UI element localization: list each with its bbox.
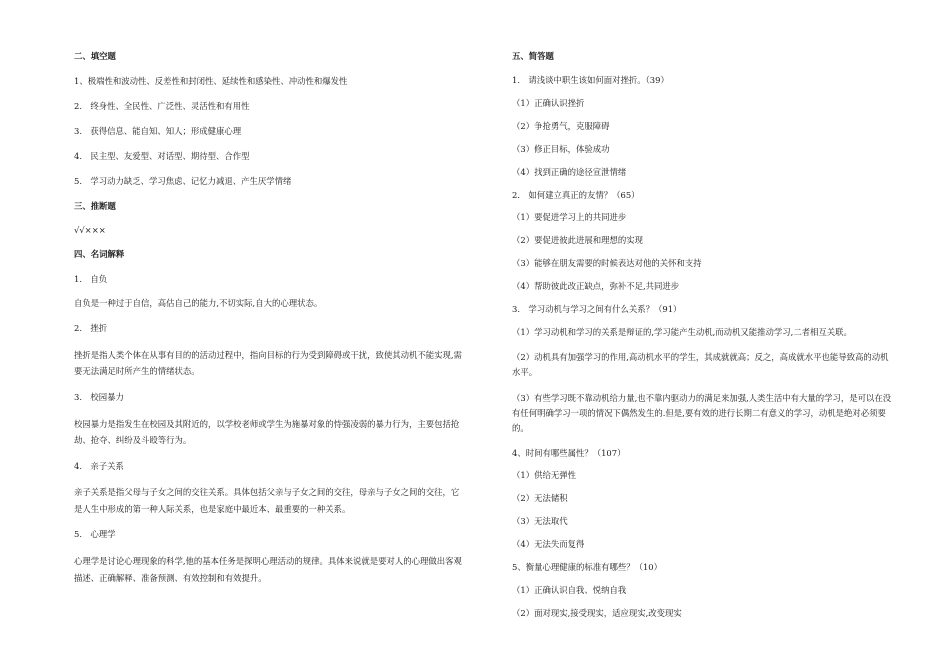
answer-2-3: （3）能够在朋友需要的时候表达对他的关怀和支持 xyxy=(512,258,702,269)
question-5: 5、衡量心理健康的标准有哪些？（10） xyxy=(512,562,662,573)
term-title-1: 1. 自负 xyxy=(74,274,108,285)
fill-item-1: 1、极端性和波动性、反差性和封闭性、延续性和感染性、冲动性和爆发性 xyxy=(74,75,348,86)
term-heading: 四、名词解释 xyxy=(74,249,125,260)
answer-4-2: （2）无法储积 xyxy=(512,493,568,504)
term-text-5: 心理学是讨论心理现象的科学,他的基本任务是探明心理活动的规律。具体来说就是要对人的心理做出客观描述、正确解释、准备预测、有效控制和有效提升。 xyxy=(74,556,462,583)
term-title-3: 3. 校园暴力 xyxy=(74,391,124,402)
answer-5-1: （1）正确认识自我、悦纳自我 xyxy=(512,585,627,596)
answer-4-1: （1）供给无弹性 xyxy=(512,470,576,481)
term-title-5: 5. 心理学 xyxy=(74,529,116,540)
judge-heading: 三、推断题 xyxy=(74,200,116,211)
answer-3-1: （1）学习动机和学习的关系是辩证的,学习能产生动机,而动机又能推动学习,二者相互关联。 xyxy=(512,327,852,338)
question-2: 2. 如何建立真正的友情？（65） xyxy=(512,189,640,200)
question-1: 1. 请浅谈中职生该如何面对挫折。（39） xyxy=(512,74,669,85)
answer-1-4: （4）找到正确的途径宣泄情绪 xyxy=(512,166,627,177)
term-title-4: 4. 亲子关系 xyxy=(74,460,124,471)
question-3: 3. 学习动机与学习之间有什么关系？（91） xyxy=(512,304,682,315)
answer-4-3: （3）无法取代 xyxy=(512,516,568,527)
answer-2-2: （2）要促进彼此进展和理想的实现 xyxy=(512,235,643,246)
answer-1-3: （3）修正目标，体验成功 xyxy=(512,143,610,154)
answer-1-2: （2）争抢勇气，克服障碍 xyxy=(512,120,610,131)
fill-item-2: 2. 终身性、全民性、广泛性、灵活性和有用性 xyxy=(74,100,250,111)
judge-answer: √√××× xyxy=(74,225,106,236)
answer-2-4: （4）帮助彼此改正缺点，弥补不足,共同进步 xyxy=(512,281,680,292)
fill-item-4: 4. 民主型、友爱型、对话型、期待型、合作型 xyxy=(74,150,250,161)
fill-item-3: 3. 获得信息、能自知、知人；形成健康心理 xyxy=(74,125,242,136)
answer-4-4: （4）无法失而复得 xyxy=(512,539,585,550)
left-column xyxy=(74,48,466,586)
term-text-1: 自负是一种过于自信，高估自己的能力,不切实际,自大的心理状态。 xyxy=(74,298,323,309)
term-title-2: 2. 挫折 xyxy=(74,323,108,334)
answer-2-1: （1）要促进学习上的共同进步 xyxy=(512,212,627,223)
term-text-3: 校园暴力是指发生在校园及其附近的，以学校老师或学生为施暴对象的恃强凌弱的暴力行为，主要包括抢劫、抢夺、纠纷及斗殴等行为。 xyxy=(74,418,460,446)
short-answer-heading: 五、简答题 xyxy=(512,51,554,61)
answer-3-3: （3）有些学习既不靠动机给力量,也不靠内驱动力的满足来加强,人类生活中有大量的学习，是可以在没有任何明确学习一项的情况下偶然发生的.但是,要有效的进行长期二有意义的学习，动机是绝对必须要的。 xyxy=(512,393,892,433)
fill-in-heading: 二、填空题 xyxy=(74,51,116,61)
fill-item-5: 5. 学习动力缺乏、学习焦虑、记忆力减退、产生厌学情绪 xyxy=(74,175,292,186)
right-column xyxy=(512,48,892,619)
term-text-4: 亲子关系是指父母与子女之间的交往关系。具体包括父亲与子女之间的交往，母亲与子女之间的交往，它是人生中形成的第一种人际关系，也是家庭中最近本、最重要的一种关系。 xyxy=(74,487,460,514)
question-4: 4、时间有哪些属性？（107） xyxy=(512,447,626,458)
answer-3-2: （2）动机具有加强学习的作用,高动机水平的学生，其成就就高；反之，高成就水平也能导致高的动机水平。 xyxy=(512,351,889,377)
answer-5-2: （2）面对现实,接受现实，适应现实,改变现实 xyxy=(512,607,682,618)
answer-1-1: （1）正确认识挫折 xyxy=(512,97,585,108)
term-text-2: 挫折是指人类个体在从事有目的的活动过程中，指向目标的行为受到障碍或干扰，致使其动机不能实现,需要无法满足时所产生的情绪状态。 xyxy=(74,350,462,377)
